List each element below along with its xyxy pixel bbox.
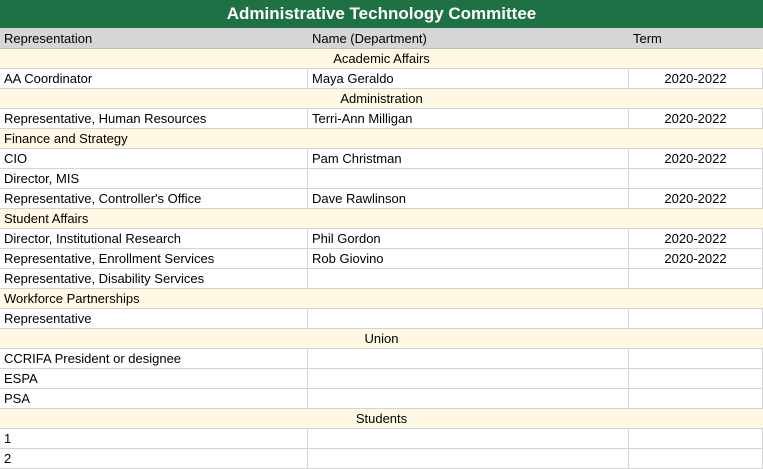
cell-name[interactable]: Pam Christman — [308, 149, 629, 169]
cell-name[interactable]: Phil Gordon — [308, 229, 629, 249]
cell-representation[interactable]: 2 — [0, 449, 308, 469]
section-header[interactable]: Student Affairs — [0, 209, 763, 229]
section-header[interactable]: Finance and Strategy — [0, 129, 763, 149]
cell-term[interactable] — [629, 429, 763, 449]
section-header[interactable]: Students — [0, 409, 763, 429]
cell-name[interactable] — [308, 169, 629, 189]
cell-representation[interactable]: Representative, Disability Services — [0, 269, 308, 289]
sheet-title[interactable]: Administrative Technology Committee — [0, 0, 763, 29]
cell-representation[interactable]: Director, Institutional Research — [0, 229, 308, 249]
cell-name[interactable] — [308, 349, 629, 369]
cell-representation[interactable]: Representative — [0, 309, 308, 329]
cell-term[interactable] — [629, 449, 763, 469]
cell-representation[interactable]: 1 — [0, 429, 308, 449]
section-header[interactable]: Academic Affairs — [0, 49, 763, 69]
header-row — [0, 29, 763, 49]
cell-term[interactable]: 2020-2022 — [629, 229, 763, 249]
cell-term[interactable]: 2020-2022 — [629, 249, 763, 269]
section-header[interactable]: Administration — [0, 89, 763, 109]
cell-name[interactable]: Maya Geraldo — [308, 69, 629, 89]
table-body — [0, 49, 763, 469]
cell-name[interactable]: Dave Rawlinson — [308, 189, 629, 209]
section-header[interactable]: Union — [0, 329, 763, 349]
cell-term[interactable]: 2020-2022 — [629, 149, 763, 169]
cell-term[interactable] — [629, 369, 763, 389]
cell-name[interactable] — [308, 309, 629, 329]
cell-representation[interactable]: Director, MIS — [0, 169, 308, 189]
cell-term[interactable] — [629, 349, 763, 369]
cell-name[interactable] — [308, 449, 629, 469]
cell-representation[interactable]: CIO — [0, 149, 308, 169]
cell-representation[interactable]: Representative, Controller's Office — [0, 189, 308, 209]
cell-term[interactable] — [629, 269, 763, 289]
cell-term[interactable] — [629, 309, 763, 329]
header-representation[interactable]: Representation — [0, 29, 308, 49]
cell-term[interactable] — [629, 389, 763, 409]
cell-term[interactable]: 2020-2022 — [629, 69, 763, 89]
cell-term[interactable]: 2020-2022 — [629, 109, 763, 129]
header-term[interactable]: Term — [629, 29, 763, 49]
cell-representation[interactable]: Representative, Enrollment Services — [0, 249, 308, 269]
cell-name[interactable]: Terri-Ann Milligan — [308, 109, 629, 129]
section-header[interactable]: Workforce Partnerships — [0, 289, 763, 309]
cell-name[interactable] — [308, 369, 629, 389]
header-name[interactable]: Name (Department) — [308, 29, 629, 49]
cell-name[interactable] — [308, 269, 629, 289]
cell-representation[interactable]: AA Coordinator — [0, 69, 308, 89]
cell-name[interactable]: Rob Giovino — [308, 249, 629, 269]
cell-representation[interactable]: ESPA — [0, 369, 308, 389]
cell-term[interactable]: 2020-2022 — [629, 189, 763, 209]
cell-representation[interactable]: PSA — [0, 389, 308, 409]
cell-term[interactable] — [629, 169, 763, 189]
cell-name[interactable] — [308, 429, 629, 449]
cell-representation[interactable]: Representative, Human Resources — [0, 109, 308, 129]
cell-name[interactable] — [308, 389, 629, 409]
cell-representation[interactable]: CCRIFA President or designee — [0, 349, 308, 369]
